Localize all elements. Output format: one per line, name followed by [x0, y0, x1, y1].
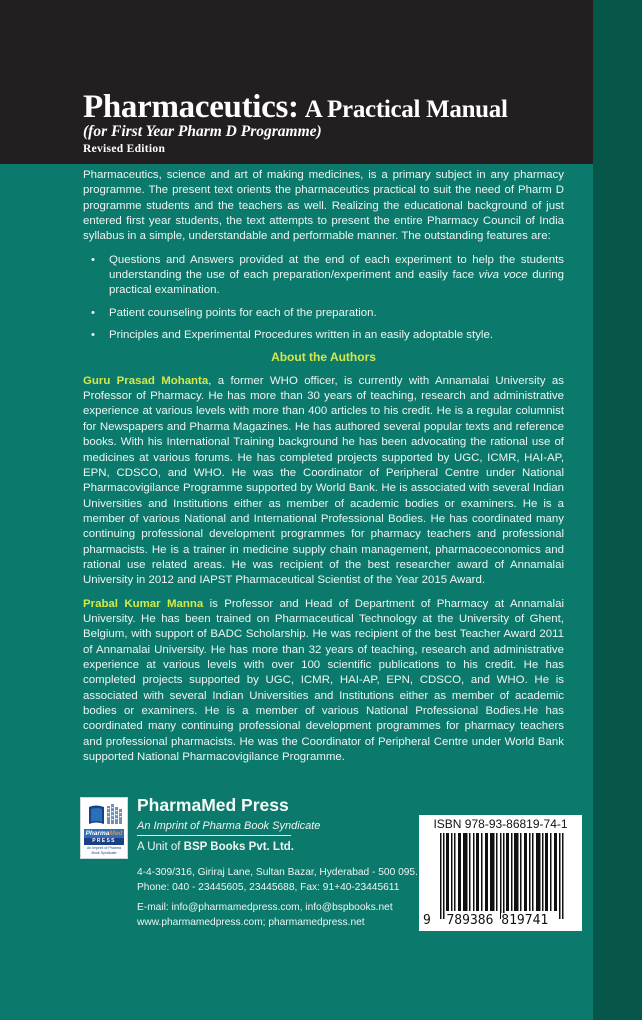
author-bio-text: is Professor and Head of Department of Pharmacy at Annamalai University. He has been trained on Pharmaceutical Technology at the University of Ghent, Belgium, with support of BADC Scholarship. He was recipient of the best Teacher Award 2011 of Annamalai University. He has more than 32 years of teaching, research and administrative experience at various levels with over 100 scientific publications to his credit. He has completed projects supported by UGC, ICMR, HAI-AP, EPN, CDSCO, and WHO. He is associated with several Indian Universities and Institutions either as member of academic bodies or examiners. He is a member of various National Professional Bodies.He has coordinated many continuing professional development programmes for pharmacy teachers and professional pharmacists. He was the Coordinator of Peripheral Centre under World Bank supported National Pharmacovigilance Programme.	[83, 597, 564, 764]
logo-press-bar: PRESS	[84, 838, 124, 845]
publisher-logo	[80, 797, 128, 859]
address-line: 4-4-309/316, Giriraj Lane, Sultan Bazar, Hyderabad - 500 095.	[137, 867, 418, 878]
title-main: Pharmaceutics:	[83, 89, 299, 125]
email-line: E-mail: info@pharmamedpress.com, info@bspbooks.net	[137, 902, 393, 913]
book-building-logo-icon	[87, 803, 123, 825]
intro-paragraph: Pharmaceutics, science and art of making medicines, is a primary subject in any pharmacy programme. The present text orients the pharmaceutics practical to suit the need of Pharm D programme students and the teachers as well. Realizing the educational background of just entered first year students, the text attempts to present the entire Pharmacy Council of India syllabus in a simple, understandable and performable manner. The outstanding features are:	[83, 169, 564, 243]
isbn-barcode	[419, 815, 582, 931]
barcode-bars-icon	[434, 833, 570, 919]
header-band	[0, 0, 593, 164]
features-list	[83, 253, 564, 344]
logo-brand-bar: PharmaMed	[85, 830, 123, 837]
barcode-digits: 9 789386 819741	[423, 913, 549, 928]
about-authors-heading: About the Authors	[271, 350, 376, 365]
bullet-icon: •	[91, 329, 96, 342]
website-line: www.pharmamedpress.com; pharmamedpress.net	[137, 917, 365, 928]
book-subtitle: (for First Year Pharm D Programme)	[83, 123, 322, 140]
author-bio-text: , a former WHO officer, is currently with Annamalai University as Professor of Pharmacy. He has more than 30 years of teaching, research and administrative experience at various levels with more than 400 articles to his credit. He is a regular columnist for Newspapers and Pharma Magazines. He has authored several popular texts and reference books. With his International Training background he has been advocating the rational use of medicines at various forums. He has completed projects supported by UGC, ICMR, HAI-AP, EPN, CDSCO, and WHO. He was the Coordinator of Peripheral Centre under National Pharmacovigilance Programme supported by World Bank. He is associated with several Indian Universities and Institutions either as member of academic bodies or examiners. He is a member of various National and International Professional Bodies. He has coordinated many continuing professional development programmes for pharmacy teachers and professional pharmacists. He is a trainer in medicine supply chain management, pharmacoeconomics and rational use related areas. He was recipient of the best researcher award of Annamalai University in 2012 and IAPST Pharmaceutical Scientist of the Year 2015 Award.	[83, 374, 565, 587]
title-sub: A Practical Manual	[304, 96, 508, 123]
back-cover-content	[83, 168, 564, 773]
bullet-icon: •	[91, 253, 96, 266]
phone-line: Phone: 040 - 23445605, 23445688, Fax: 91+40-23445611	[137, 882, 400, 893]
logo-imprint-note: An Imprint of Pharma Book Syndicate	[87, 846, 121, 855]
parent-company: BSP Books Pvt. Ltd.	[183, 841, 295, 853]
edition-label: Revised Edition	[83, 143, 166, 155]
author-name: Guru Prasad Mohanta	[83, 374, 209, 387]
publisher-name: PharmaMed Press	[137, 795, 289, 815]
publisher-block	[80, 795, 418, 937]
viva-voce-italic: viva voce	[478, 269, 528, 282]
feature-item: • Questions and Answers provided at the end of each experiment to help the students understanding the use of each preparation/experiment and easily face viva voce during practical examination.	[91, 253, 564, 297]
author-bio	[83, 374, 564, 589]
publisher-address	[137, 865, 418, 895]
feature-item: • Principles and Experimental Procedures written in an easily adoptable style.	[83, 328, 564, 343]
publisher-imprint: An Imprint of Pharma Book Syndicate	[137, 820, 291, 836]
author-bio	[83, 597, 564, 766]
publisher-unit: A Unit of BSP Books Pvt. Ltd.	[137, 841, 295, 853]
isbn-label: ISBN 978-93-86819-74-1	[433, 817, 568, 831]
publisher-contact	[137, 900, 393, 930]
book-title	[83, 88, 508, 126]
spine-strip	[593, 0, 642, 1020]
feature-item: • Patient counseling points for each of the preparation.	[83, 306, 564, 321]
author-name: Prabal Kumar Manna	[83, 597, 204, 610]
bullet-icon: •	[91, 306, 96, 319]
